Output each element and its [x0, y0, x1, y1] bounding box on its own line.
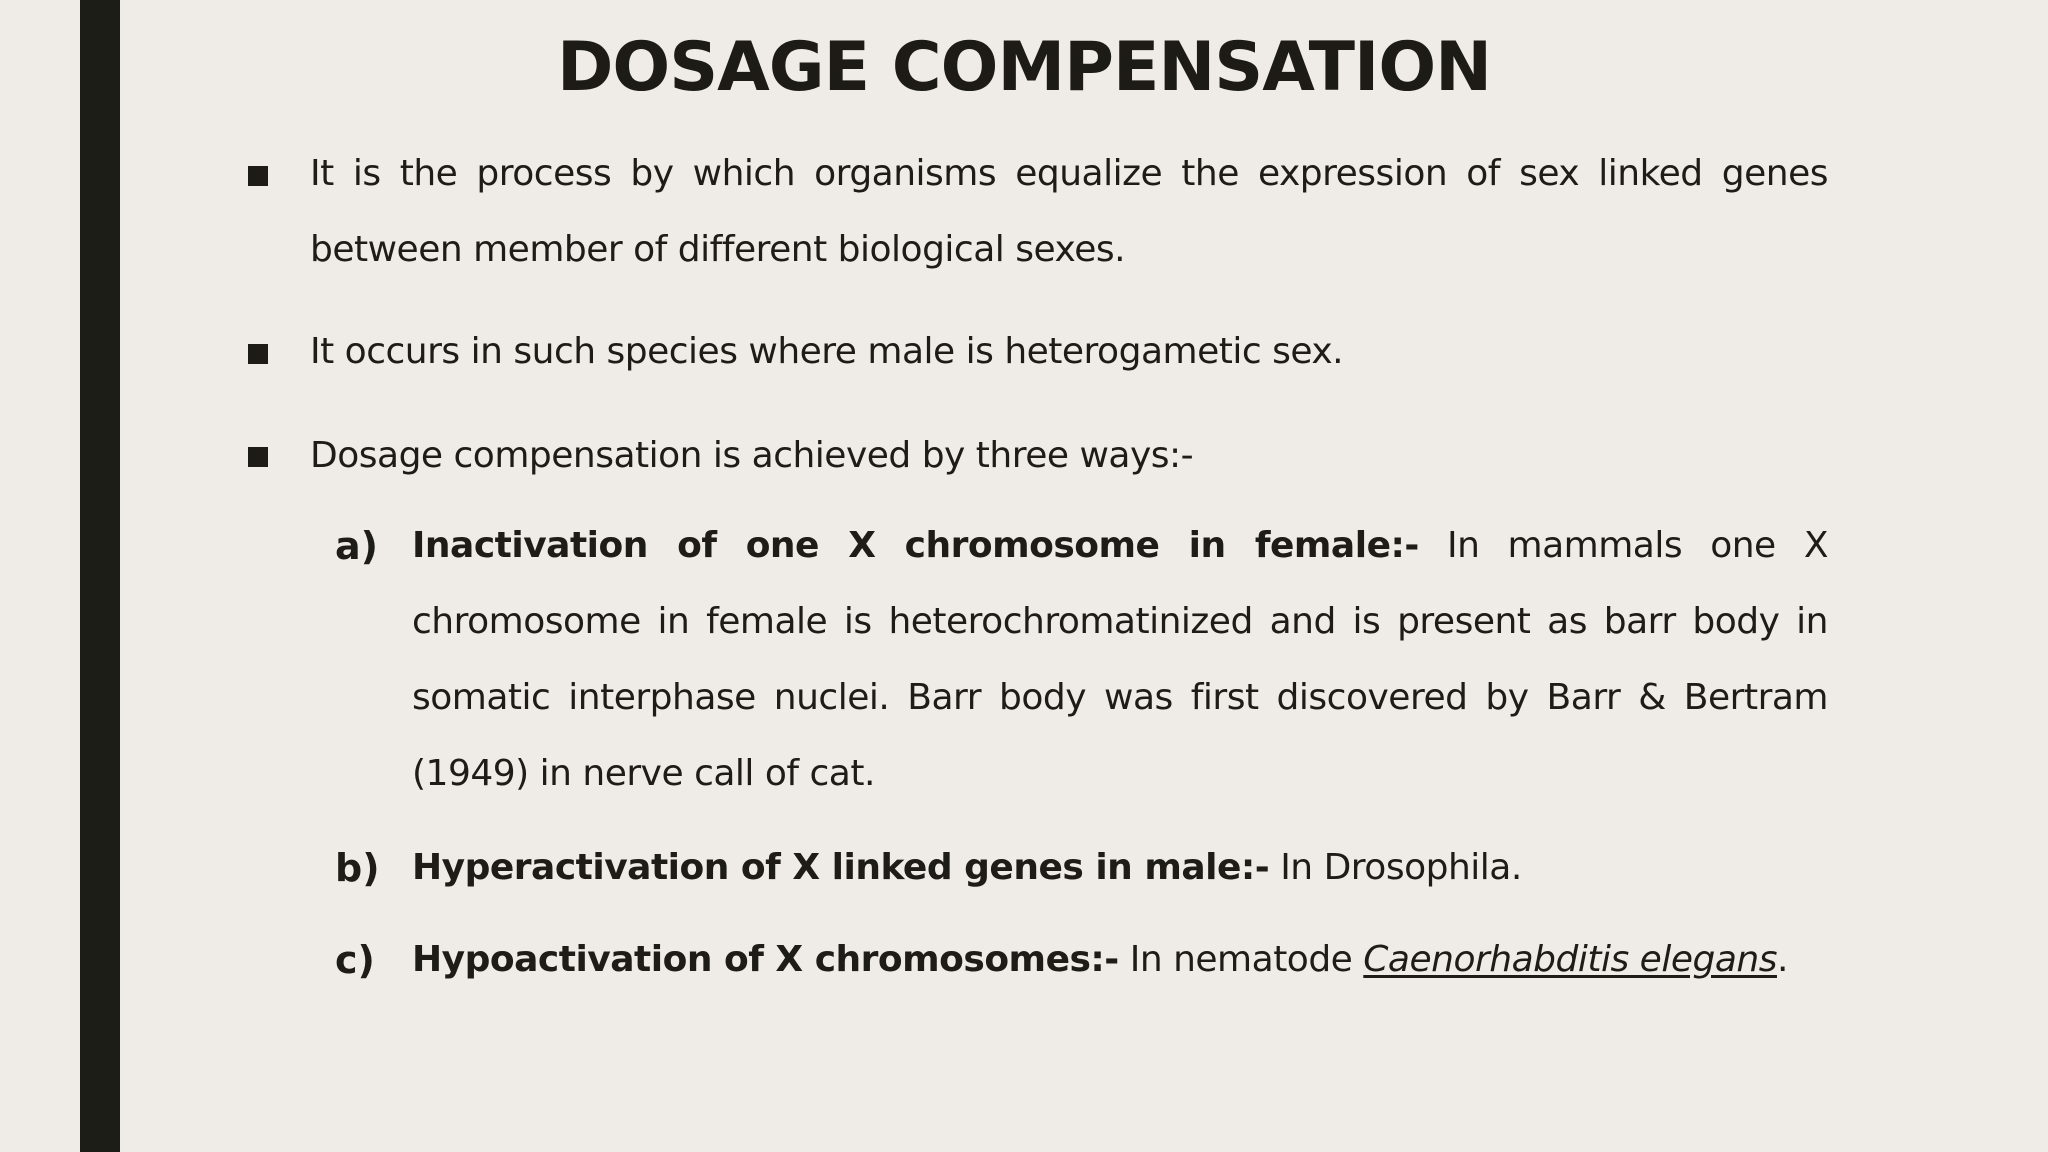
bullet-marker-3 — [248, 447, 268, 467]
way-c-end: . — [1776, 939, 1788, 980]
bullet-marker-2 — [248, 344, 268, 364]
slide-title: DOSAGE COMPENSATION — [556, 28, 1492, 107]
way-c-heading: Hypoactivation of X chromosomes:- — [412, 939, 1119, 980]
way-a-heading: Inactivation of one X chromosome in female:- — [412, 525, 1419, 566]
left-accent-bar — [80, 0, 120, 1152]
way-c-text: In nematode — [1129, 939, 1353, 980]
way-b-marker: b) — [335, 846, 380, 890]
bullet-text-3: Dosage compensation is achieved by three ways:- — [310, 435, 1194, 476]
way-b-heading: Hyperactivation of X linked genes in male:- — [412, 847, 1270, 888]
way-b-item — [412, 830, 1828, 906]
way-c-marker: c) — [335, 938, 375, 982]
way-a-item — [412, 508, 1828, 812]
bullet-marker-1 — [248, 166, 268, 186]
way-c-item — [412, 922, 1828, 998]
way-a-marker: a) — [335, 524, 379, 568]
way-b-text: In Drosophila. — [1280, 847, 1522, 888]
bullet-text-1: It is the process by which organisms equalize the expression of sex linked genes between member of different biological sexes. — [310, 153, 1828, 270]
species-name: Caenorhabditis elegans — [1363, 939, 1777, 980]
way-a-text: In mammals one X chromosome in female is heterochromatinized and is present as barr body in somatic interphase nuclei. Barr body was first discovered by Barr & Bertram (1949) in nerve call of cat. — [412, 525, 1828, 794]
bullet-text-2: It occurs in such species where male is heterogametic sex. — [310, 331, 1344, 372]
